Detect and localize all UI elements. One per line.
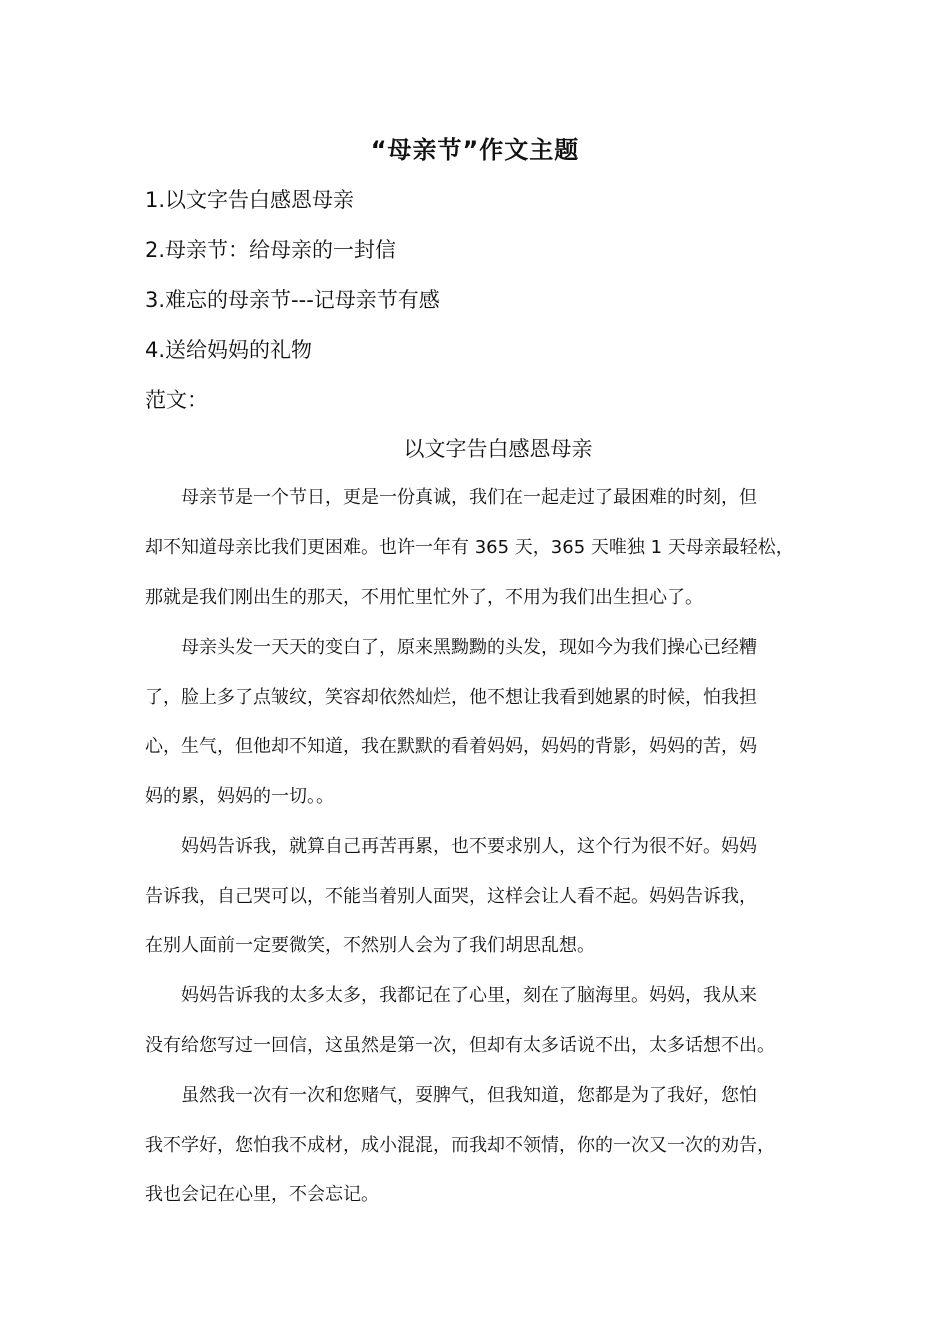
essay-line: 妈妈告诉我的太多太多，我都记在了心里，刻在了脑海里。妈妈，我从来 — [181, 985, 757, 1006]
essay-line: 虽然我一次有一次和您赌气，耍脾气，但我知道，您都是为了我好，您怕 — [181, 1085, 757, 1106]
essay-line: 却不知道母亲比我们更困难。也许一年有 365 天，365 天唯独 1 天母亲最轻松， — [145, 537, 794, 558]
essay-line: 在别人面前一定要微笑，不然别人会为了我们胡思乱想。 — [145, 935, 595, 956]
topic-item: 2.母亲节：给母亲的一封信 — [145, 238, 397, 262]
essay-line: 没有给您写过一回信，这虽然是第一次，但却有太多话说不出，太多话想不出。 — [145, 1035, 775, 1056]
topic-item: 1.以文字告白感恩母亲 — [145, 188, 355, 212]
topic-item: 3.难忘的母亲节---记母亲节有感 — [145, 288, 440, 312]
essay-line: 那就是我们刚出生的那天，不用忙里忙外了，不用为我们出生担心了。 — [145, 587, 703, 608]
sample-label: 范文： — [145, 388, 208, 412]
topic-item: 4.送给妈妈的礼物 — [145, 338, 313, 362]
essay-line: 心，生气，但他却不知道，我在默默的看着妈妈，妈妈的背影，妈妈的苦，妈 — [145, 736, 757, 757]
essay-line: 告诉我，自己哭可以，不能当着别人面哭，这样会让人看不起。妈妈告诉我， — [145, 886, 757, 907]
essay-line: 了，脸上多了点皱纹，笑容却依然灿烂，他不想让我看到她累的时候，怕我担 — [145, 687, 757, 708]
essay-line: 我也会记在心里，不会忘记。 — [145, 1184, 379, 1205]
document-title: “母亲节”作文主题 — [370, 136, 580, 164]
essay-line: 妈妈告诉我，就算自己再苦再累，也不要求别人，这个行为很不好。妈妈 — [181, 836, 757, 857]
essay-line: 我不学好，您怕我不成材，成小混混，而我却不领情，你的一次又一次的劝告， — [145, 1135, 775, 1156]
essay-title: 以文字告白感恩母亲 — [403, 437, 593, 461]
essay-line: 妈的累，妈妈的一切。。 — [145, 786, 334, 807]
essay-line: 母亲头发一天天的变白了，原来黑黝黝的头发，现如今为我们操心已经糟 — [181, 637, 757, 658]
essay-line: 母亲节是一个节日，更是一份真诚，我们在一起走过了最困难的时刻，但 — [181, 487, 757, 508]
